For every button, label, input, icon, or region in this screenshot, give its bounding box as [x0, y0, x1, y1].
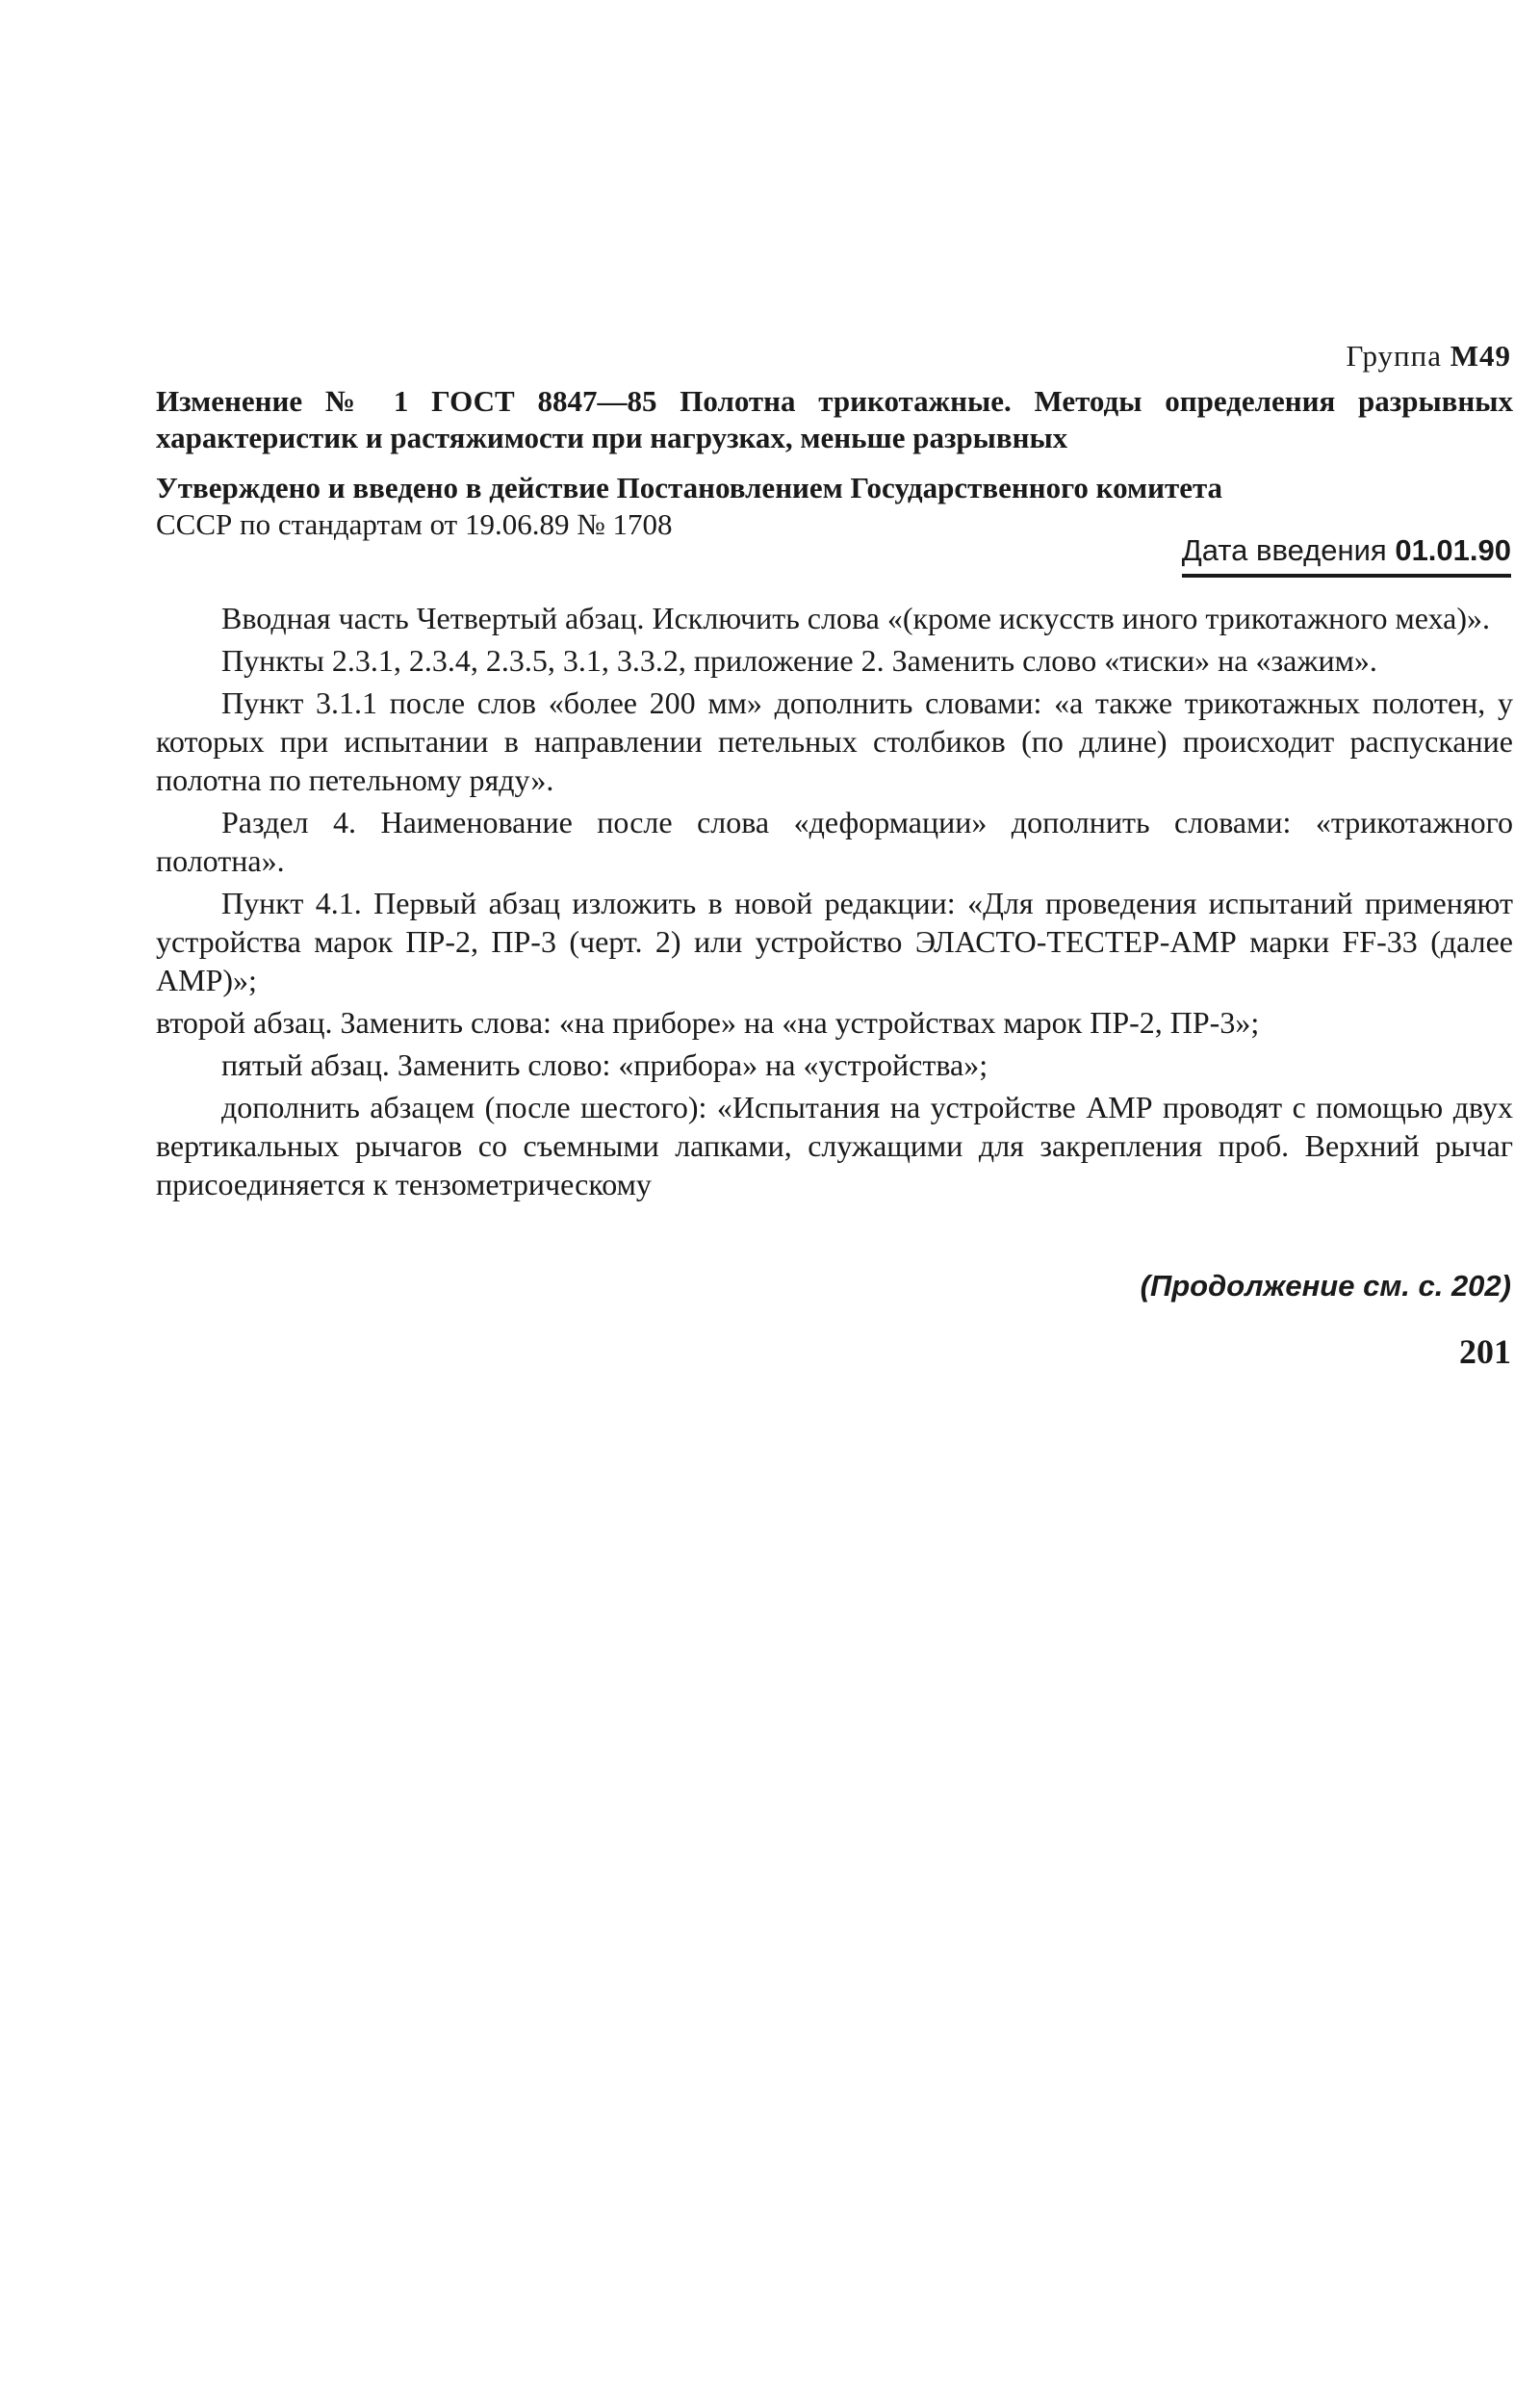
intro-date: [1182, 533, 1511, 578]
paragraph: Пункты 2.3.1, 2.3.4, 2.3.5, 3.1, 3.3.2, приложение 2. Заменить слово «тиски» на «зажим».: [221, 643, 1377, 678]
group-label: [1346, 339, 1511, 374]
approval-statement: [156, 470, 1513, 543]
amendment-body: [156, 599, 1513, 1207]
intro-date-label: Дата введения: [1181, 533, 1387, 567]
amendment-title: Изменение № 1 ГОСТ 8847—85 Полотна трикотажные. Методы определения разрывных характеристик и растяжимости при нагрузках, меньше разрывных: [156, 384, 1513, 454]
group-prefix: Группа: [1346, 339, 1442, 373]
paragraph: Раздел 4. Наименование после слова «деформации» дополнить словами: «трикотажного полотна».: [156, 805, 1513, 878]
approval-plain: СССР по стандартам от 19.06.89 № 1708: [156, 507, 673, 541]
approval-bold: Утверждено и введено в действие Постановлением Государственного комитета: [156, 471, 1223, 504]
continuation-note: (Продолжение см. с. 202): [1140, 1269, 1511, 1303]
paragraph: Пункт 3.1.1 после слов «более 200 мм» дополнить словами: «а также трикотажных полотен, у которых при испытании в направлении петельных столбиков (по длине) происходит распускание полотна по петельному ряду».: [156, 685, 1513, 797]
intro-date-value: 01.01.90: [1395, 533, 1511, 567]
paragraph: пятый абзац. Заменить слово: «прибора» на «устройства»;: [221, 1047, 988, 1082]
paragraph: Вводная часть Четвертый абзац. Исключить слова «(кроме искусств иного трикотажного меха)».: [221, 601, 1490, 635]
group-code: М49: [1450, 339, 1511, 373]
paragraph: второй абзац. Заменить слова: «на приборе» на «на устройствах марок ПР-2, ПР-3»;: [156, 1005, 1260, 1040]
paragraph: дополнить абзацем (после шестого): «Испытания на устройстве АМР проводят с помощью двух вертикальных рычагов со съемными лапками, служащими для закрепления проб. Верхний рычаг присоединяется к тензометрическому: [156, 1090, 1513, 1201]
page-number: 201: [1459, 1332, 1511, 1371]
paragraph: Пункт 4.1. Первый абзац изложить в новой редакции: «Для проведения испытаний применяют устройства марок ПР-2, ПР-3 (черт. 2) или устройство ЭЛАСТО-ТЕСТЕР-АМР марки FF-33 (далее АМР)»;: [156, 886, 1513, 997]
